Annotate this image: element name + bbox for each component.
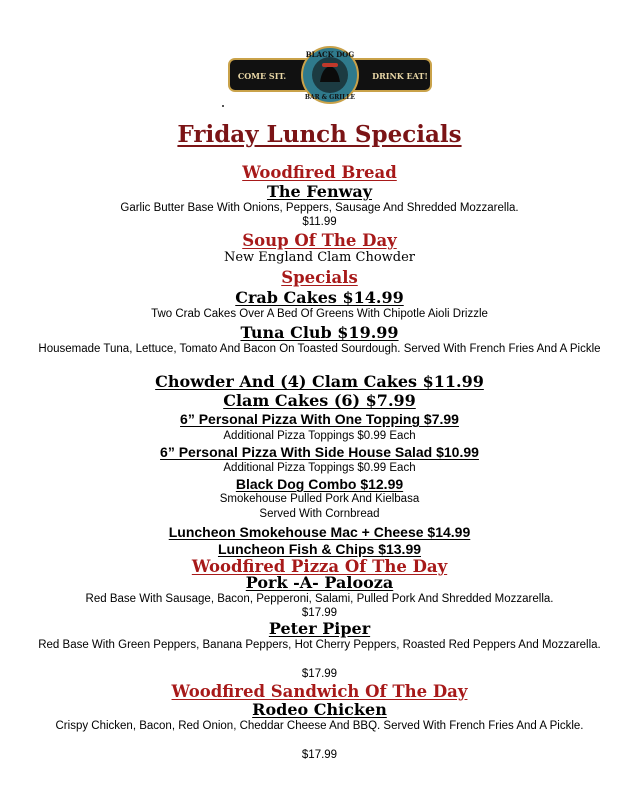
item-name-peter-piper: Peter Piper	[268, 619, 371, 638]
logo-graphic	[228, 46, 432, 104]
item-description-pizza-one-topping: Additional Pizza Toppings $0.99 Each	[223, 430, 416, 442]
item-price-pork-a-palooza: $17.99	[301, 607, 338, 619]
logo-left-text: COME SIT.	[237, 71, 287, 81]
logo-arc-bottom: BAR & GRILLE	[304, 94, 356, 101]
item-name-rodeo-chicken: Rodeo Chicken	[252, 700, 387, 719]
item-description-black-dog-combo-1: Smokehouse Pulled Pork And Kielbasa	[219, 493, 420, 505]
logo-right-text: DRINK EAT!	[372, 71, 428, 81]
item-price-rodeo-chicken: $17.99	[301, 749, 338, 761]
item-price-the-fenway: $11.99	[302, 216, 337, 228]
section-heading-woodfired-sandwich: Woodfired Sandwich Of The Day	[171, 682, 468, 701]
item-description-the-fenway: Garlic Butter Base With Onions, Peppers, Sausage And Shredded Mozzarella.	[120, 202, 519, 214]
soup-item: New England Clam Chowder	[223, 250, 416, 265]
item-description-pizza-side-salad: Additional Pizza Toppings $0.99 Each	[223, 462, 416, 474]
item-name-mac-cheese: Luncheon Smokehouse Mac + Cheese $14.99	[168, 524, 471, 540]
item-description-black-dog-combo-2: Served With Cornbread	[259, 508, 380, 520]
item-description-peter-piper: Red Base With Green Peppers, Banana Peppers, Hot Cherry Peppers, Roasted Red Peppers And Mozzarella.	[38, 639, 601, 651]
item-name-chowder-clam-cakes: Chowder And (4) Clam Cakes $11.99	[155, 372, 484, 391]
black-dog-logo	[228, 46, 432, 104]
item-name-tuna-club: Tuna Club $19.99	[240, 323, 399, 342]
item-name-pork-a-palooza: Pork -A- Palooza	[245, 573, 394, 592]
item-name-fish-chips: Luncheon Fish & Chips $13.99	[217, 541, 422, 557]
item-name-pizza-side-salad: 6” Personal Pizza With Side House Salad $10.99	[160, 444, 479, 460]
section-heading-woodfired-bread: Woodfired Bread	[242, 163, 397, 182]
item-name-clam-cakes: Clam Cakes (6) $7.99	[223, 391, 416, 410]
item-description-tuna-club: Housemade Tuna, Lettuce, Tomato And Bacon On Toasted Sourdough. Served With French Fries And A Pickle	[38, 343, 601, 355]
item-price-peter-piper: $17.99	[301, 668, 338, 680]
item-name-pizza-one-topping: 6” Personal Pizza With One Topping $7.99	[180, 411, 459, 427]
section-heading-woodfired-pizza: Woodfired Pizza Of The Day	[191, 557, 448, 576]
item-name-black-dog-combo: Black Dog Combo $12.99	[235, 476, 404, 492]
stray-mark	[222, 105, 224, 107]
item-name-the-fenway: The Fenway	[266, 182, 373, 201]
item-name-crab-cakes: Crab Cakes $14.99	[235, 288, 404, 307]
section-heading-soup: Soup Of The Day	[242, 231, 397, 250]
section-heading-specials: Specials	[281, 268, 358, 287]
item-description-rodeo-chicken: Crispy Chicken, Bacon, Red Onion, Cheddar Cheese And BBQ. Served With French Fries And A Pickle.	[55, 720, 584, 732]
item-description-pork-a-palooza: Red Base With Sausage, Bacon, Pepperoni, Salami, Pulled Pork And Shredded Mozzarella.	[85, 593, 554, 605]
item-description-crab-cakes: Two Crab Cakes Over A Bed Of Greens With Chipotle Aioli Drizzle	[151, 308, 488, 320]
logo-arc-top: BLACK DOG	[305, 50, 355, 59]
page-title: Friday Lunch Specials	[177, 121, 462, 148]
